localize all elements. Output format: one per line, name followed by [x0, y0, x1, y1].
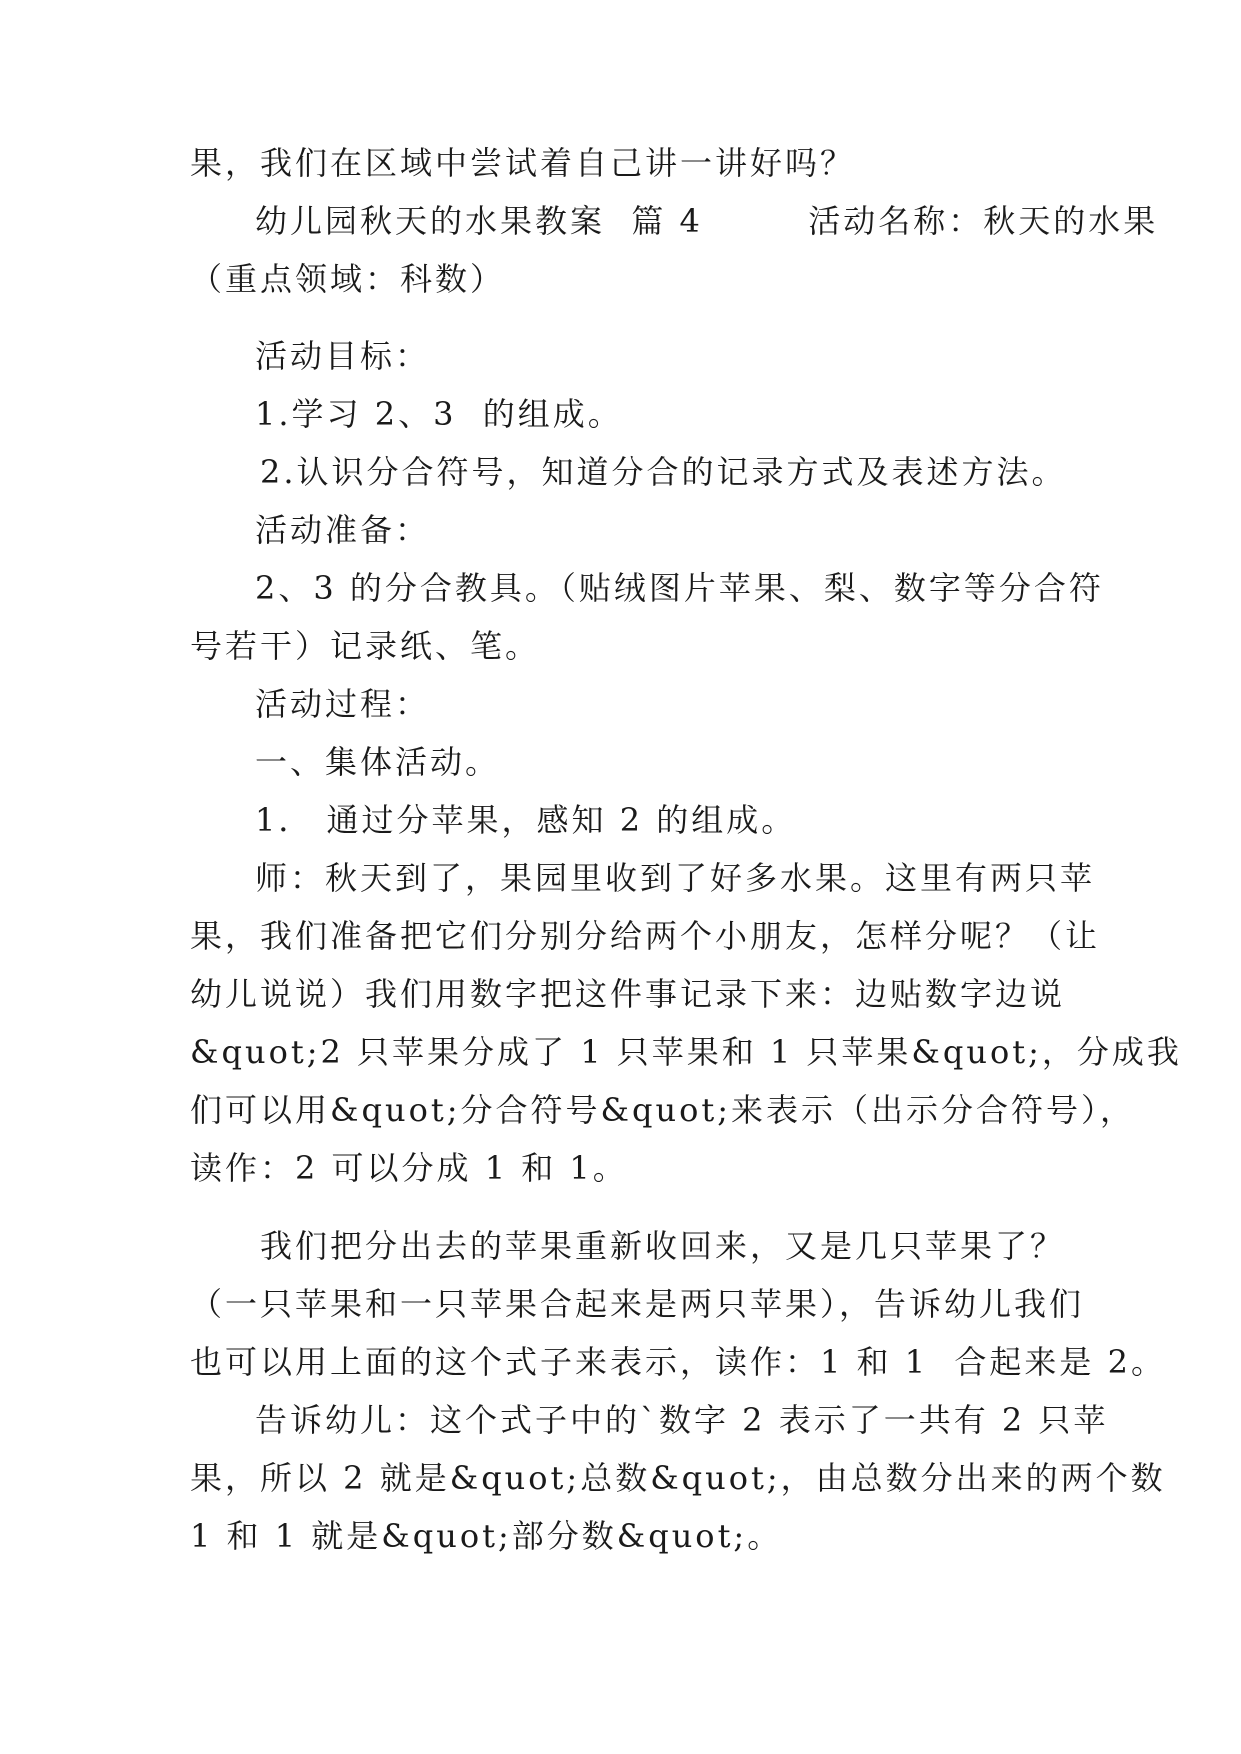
text-line: 读作：2 可以分成 1 和 1。 — [190, 1149, 628, 1187]
text-line: 号若干）记录纸、笔。 — [190, 627, 541, 665]
text-line: 也可以用上面的这个式子来表示，读作：1 和 1 合起来是 2。 — [190, 1343, 1166, 1381]
text-line: 果，所以 2 就是&quot;总数&quot;，由总数分出来的两个数 — [190, 1459, 1166, 1497]
text-line: 活动准备： — [255, 511, 431, 549]
text-line: 幼儿园秋天的水果教案 篇 4 活动名称：秋天的水果 — [255, 202, 1159, 240]
text-line: 们可以用&quot;分合符号&quot;来表示（出示分合符号）， — [190, 1091, 1135, 1129]
text-line: 幼儿说说）我们用数字把这件事记录下来：边贴数字边说 — [190, 975, 1066, 1013]
text-line: 1． 通过分苹果，感知 2 的组成。 — [255, 801, 797, 839]
text-line: 活动过程： — [255, 685, 431, 723]
text-line: （一只苹果和一只苹果合起来是两只苹果），告诉幼儿我们 — [190, 1285, 1085, 1323]
text-line: （重点领域：科数） — [190, 260, 506, 298]
text-line: 果，我们准备把它们分别分给两个小朋友，怎样分呢？（让 — [190, 917, 1101, 955]
text-line: 果，我们在区域中尝试着自己讲一讲好吗？ — [190, 144, 856, 182]
text-line: 活动目标： — [255, 337, 431, 375]
text-line: 一、集体活动。 — [255, 743, 501, 781]
text-line: 我们把分出去的苹果重新收回来，又是几只苹果了？ — [260, 1227, 1066, 1265]
text-line: 告诉幼儿：这个式子中的`数字 2 表示了一共有 2 只苹 — [255, 1401, 1109, 1439]
text-line: 1.学习 2、3 的组成。 — [255, 395, 623, 433]
text-line: 2.认识分合符号，知道分合的记录方式及表述方法。 — [260, 453, 1067, 491]
text-line: 师：秋天到了，果园里收到了好多水果。这里有两只苹 — [255, 859, 1096, 897]
text-line: 1 和 1 就是&quot;部分数&quot;。 — [190, 1517, 783, 1555]
text-line: &quot;2 只苹果分成了 1 只苹果和 1 只苹果&quot;，分成我 — [190, 1033, 1182, 1071]
text-line: 2、3 的分合教具。（贴绒图片苹果、梨、数字等分合符 — [255, 569, 1104, 607]
